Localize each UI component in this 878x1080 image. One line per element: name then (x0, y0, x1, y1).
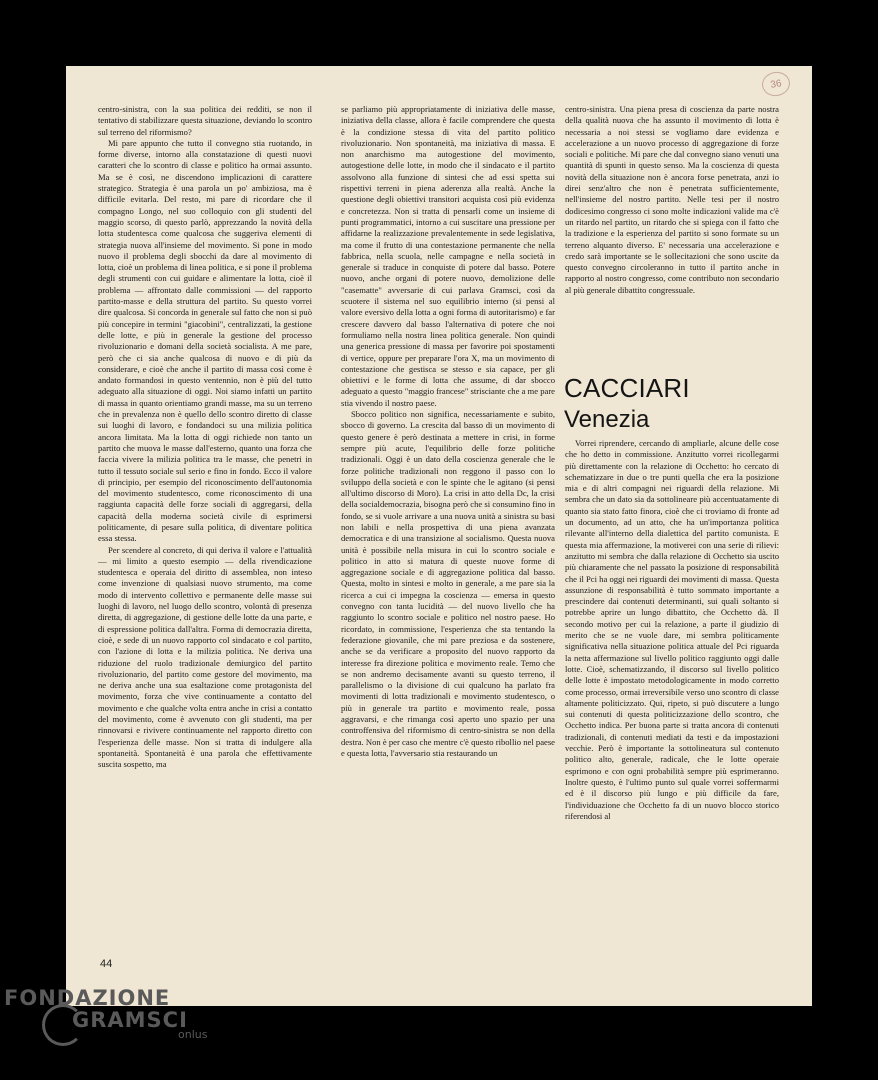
speaker-header (564, 372, 794, 436)
paragraph: se parliamo più appropriatamente di iniziativa delle masse, iniziativa della classe, allora è facile comprendere che questa è la condizione stessa di vita del partito politico rivoluzionario. Non spontaneità, ma iniziativa di massa. E non anarchismo ma autogestione del movimento, autogestione delle lotte, in modo che il sindacato e il partito assolvono alla funzione di sintesi che ad essi spetta sui rispettivi terreni in piena aderenza alla realtà. Anche la questione degli obiettivi transitori acquista così più evidenza e concretezza. Non si tratta di pensarli come un insieme di punti programmatici, intorno a cui suscitare una pressione per affidarne la realizzazione prevalentemente in sede legislativa, ma come il frutto di una contestazione permanente che nella fabbrica, nella scuola, nelle campagne e nella società in generale si traduce in conquiste di potere dal basso. Potere nuovo, anche organi di potere nuovo, demolizione delle "casematte" avversarie di cui parlava Gramsci, così da scuotere il sistema nel suo equilibrio interno (si pensi al valore eversivo della lotta a ogni forma di autoritarismo) e far crescere davvero dal basso l'alternativa di potere che noi formuliamo nella nostra linea politica generale. Non quindi una generica pressione di massa per favorire poi spostamenti di vertice, oppure per preparare l'ora X, ma un movimento di contestazione che gestisca se stesso e sia capace, per gli obiettivi e le forme di lotta che assume, di dar sbocco adeguato a questo "maggio francese" strisciante che a me pare stia vivendo il nostro paese. (341, 104, 555, 408)
paragraph: Sbocco politico non significa, necessariamente e subito, sbocco di governo. La crescita dal basso di un movimento di questo genere è però destinata a mettere in crisi, in forme sempre più acute, l'equilibrio delle forze politiche tradizionali. Oggi è un dato della coscienza generale che le forze politiche tradizionali non reggono il passo con lo sviluppo della società e con le spinte che le agitano (si pensi all'ultimo discorso di Moro). La crisi in atto della Dc, la crisi della socialdemocrazia, bisogna però che si consumino fino in fondo, se si vuole arrivare a una nuova unità a sinistra su basi non labili e nella prospettiva di una piena avanzata democratica e di una transizione al socialismo. Questa nuova unità è possibile nella misura in cui lo scontro sociale e politico in atto si matura di queste nuove forme di aggregazione sociale e di aggregazione politica dal basso. Questa, molto in sintesi e molto in generale, a me pare sia la ricerca a cui ci impegna la coscienza — emersa in questo convegno con tanta lucidità — del nuovo livello che ha raggiunto lo scontro sociale e politico nel nostro paese. Ho ricordato, in commissione, l'esperienza che sta tentando la federazione giovanile, che mi pare preziosa e da sostenere, anche se da verificare a proposito del nuovo rapporto da interesse fra direzione politica e movimento reale. Temo che se non andremo decisamente avanti su questo terreno, il parallelismo o la divisione di cui qualcuno ha parlato fra movimenti di lotta tradizionali e movimento studentesco, o più in generale tra partito e movimento reale, possa aggravarsi, e che rimanga così aperto uno spazio per una controffensiva del riformismo di centro-sinistra se non della destra. Non è per caso che mentre c'è questo ribollio nel paese e questa lotta, l'avversario stia restaurando un (341, 409, 555, 758)
archive-watermark (4, 986, 207, 1041)
paragraph: Vorrei riprendere, cercando di ampliarle, alcune delle cose che ho detto in commissione. Anzitutto vorrei ricollegarmi più direttamente con la relazione di Occhetto: ho cercato di schematizzare in due o tre punti quella che era la posizione mia e di altri compagni nei riguardi della relazione. Mi sembra che un dato sia da sottolineare più accentuatamente di quanto sia stato fatto finora, cioè che ci troviamo di fronte ad un documento, ad un atto, che ha un'importanza politica rilevante all'interno della dialettica del partito comunista. E questa mia affermazione, la motiverei con una serie di rilievi: anzitutto mi sembra che dalla relazione di Occhetto sia uscito più chiaramente che nel passato la posizione di responsabilità che il Pci ha oggi nei riguardi dei movimenti di massa. Questa assunzione di responsabilità è tutto sommato importante a prescindere dai contenuti determinanti, sui quali soltanto si potrebbe aprire un lungo dibattito, che Occhetto dà. Il secondo motivo per cui la relazione, a parte il giudizio di merito che se ne vuole dare, mi sembra politicamente significativa nella situazione politica attuale del Pci riguarda la netta affermazione sul livello politico raggiunto oggi dalle lotte. Cioè, schematizzando, il discorso sul livello politico delle lotte è impostato metodologicamente in modo corretto come processo, ormai irreversibile verso uno scontro di classe altamente politicizzato. Qui, ripeto, si può discutere a lungo sui contenuti di questa politicizzazione dello scontro, che Occhetto indica. Per buona parte si tratta ancora di contenuti tradizionali, di contenuti mediati da testi e da impostazioni vecchie. Però è importante la sottolineatura sul contenuto politico alto, generale, radicale, che le lotte operaie esprimono e con ogni probabilità sempre più esprimeranno. Inoltre questo, è l'ultimo punto sul quale vorrei soffermarmi ed è il discorso più lungo e più difficile da fare, l'individuazione che Occhetto fa di un nuovo blocco storico riferendosi al (565, 438, 779, 821)
gramsci-logo-icon (42, 1004, 84, 1046)
page-number: 44 (100, 958, 113, 970)
text-column-2 (341, 104, 555, 974)
paragraph: centro-sinistra, con la sua politica dei redditi, se non il tentativo di stabilizzare questa situazione, deviando lo scontro sul terreno del riformismo? (98, 104, 312, 137)
speaker-name: CACCIARI (564, 373, 690, 403)
paragraph: Mi pare appunto che tutto il convegno stia ruotando, in forme diverse, intorno alla constatazione di questi nuovi caratteri che lo scontro di classe e politico ha ormai assunto. Ma se è così, ne discendono implicazioni di carattere strategico. Strategia è una parola un po' ambiziosa, ma è difficile evitarla. Del resto, mi pare di ricordare che il compagno Longo, nel suo colloquio con gli studenti del maggio scorso, di questo parlò, apprezzando la novità della lotta studentesca come qualcosa che suggeriva elementi di strategia nuova all'insieme del movimento. Si pone in modo nuovo il problema degli sbocchi da dare al movimento di lotta, cioè un problema di linea politica, e si pone il problema degli strumenti con cui guidare e alimentare la lotta, cioè il problema — affrontato dalle commissioni — del rapporto partito-masse e della struttura del partito. Su questo vorrei dire qualcosa. Si concorda in generale sul fatto che non si può più concepire in termini "giacobini", centralizzati, la gestione delle lotte, e più in generale la gestione del processo rivoluzionario e domani della società socialista. A me pare, però che ci sia anche qualcosa di nuovo e di più da considerare, e cioè che anche il partito di massa così come è andato formandosi in questo ventennio, non è più del tutto adeguato alla situazione di oggi. Noi siamo infatti un partito di massa in quanto orientiamo grandi masse, ma su un terreno che in prevalenza non è quello dello scontro diretto di classe sui luoghi di lavoro, e fondandoci su una milizia politica ancora limitata. Ma la lotta di oggi richiede non tanto un partito che muova le masse dall'esterno, quanto una forza che faccia vivere la milizia politica tra le masse, che penetri in tutto il tessuto sociale sul serio e fino in fondo. Ecco il valore di principio, per esempio del riconoscimento dell'autonomia del movimento studentesco, come riconoscimento di una raggiunta capacità delle forze sociali di aggregarsi, della capacità della moderna società civile di esprimersi politicamente, di pesare sulla politica, di diventare politica essa stessa. (98, 137, 312, 544)
paragraph: centro-sinistra. Una piena presa di coscienza da parte nostra della qualità nuova che ha assunto il movimento di lotta è necessaria a noi stessi se vogliamo dare evidenza e accelerazione a un nuovo processo di aggregazione di forze sociali e politiche. Mi pare che dal convegno siano venuti una quantità di spunti in questo senso. Ma la coscienza di questa novità della situazione non è ancora forse penetrata, anzi io direi senz'altro che non è penetrata sufficientemente, nell'insieme del nostro partito. Nelle tesi per il nostro dodicesimo congresso ci sono molte indicazioni valide ma c'è un ritardo nel partito, un ritardo che si spiega con il fatto che la tradizione e la esperienza del partito si sono formate su un terreno alquanto diverso. E' necessaria una accelerazione e credo sarà importante se le sollecitazioni che sono uscite da questo convegno circoleranno in tutto il partito anche in rapporto al nostro congresso, come contributo non secondario al più generale dibattito congressuale. (565, 104, 779, 295)
magazine-page (66, 66, 812, 1006)
archive-stamp: 36 (760, 70, 792, 98)
text-column-3-top (565, 104, 779, 364)
watermark-line-1: FONDAZIONE (4, 986, 171, 1010)
text-column-1 (98, 104, 312, 974)
text-column-3-bottom (565, 438, 779, 958)
watermark-line-2: GRAMSCI (72, 1008, 188, 1032)
watermark-line-3: onlus (178, 1028, 208, 1041)
paragraph: Per scendere al concreto, di qui deriva il valore e l'attualità — mi limito a questo esempio — della rivendicazione studentesca e operaia del diritto di assemblea, non inteso come invenzione di qualsiasi nuovo strumento, ma come modo di intervento collettivo e permanente delle masse sui luoghi di lavoro, nel luogo dello scontro, volontà di presenza diretta, di aggregazione, di gestione delle lotte da una parte, e di espressione politica dall'altra. Forma di democrazia diretta, cioè, e sede di un nuovo rapporto col sindacato e col partito, con l'azione di lotta e la milizia politica. Ne deriva una riduzione del ruolo tradizionale demiurgico del partito rivoluzionario, del partito come gestore del movimento, ma ne deriva anche una sua esaltazione come protagonista del movimento, forza che vive continuamente a contatto del movimento e che qualche volta entra anche in crisi a contatto del movimento, come è avvenuto con gli studenti, ma per rinnovarsi e rivivere continuamente nel rapporto diretto con l'esperienza delle masse. Non si tratta di indulgere alla spontaneità. Spontaneità è una parola che effettivamente suscita sospetto, ma (98, 544, 312, 770)
speaker-city: Venezia (564, 406, 650, 433)
